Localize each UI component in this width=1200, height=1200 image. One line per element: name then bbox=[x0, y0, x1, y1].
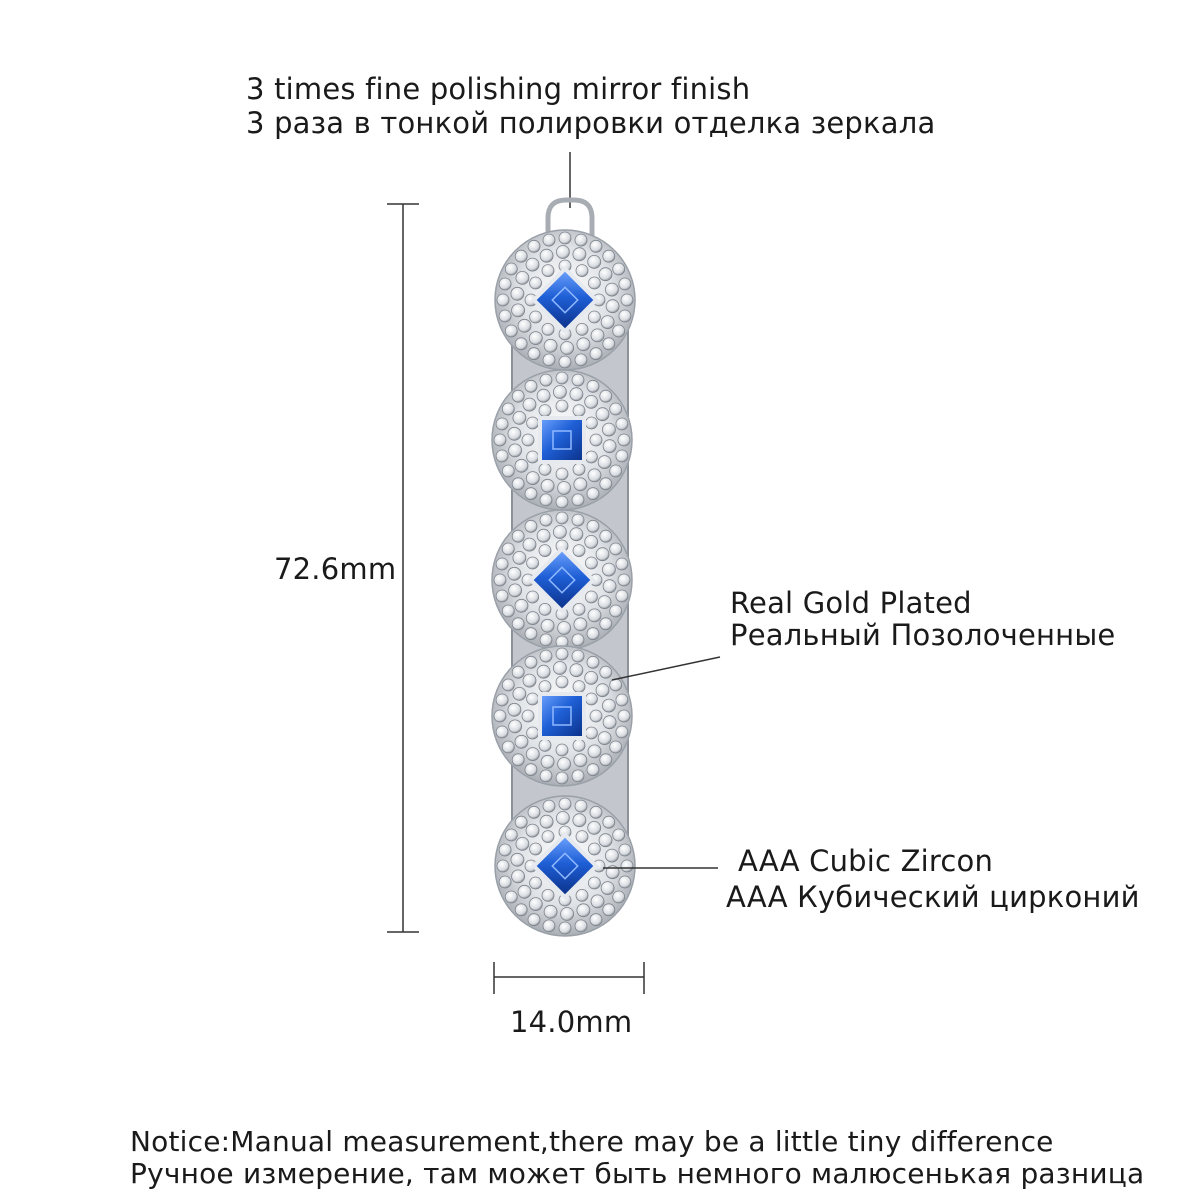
rosette bbox=[492, 510, 632, 650]
length-dimension-label: 72.6mm bbox=[274, 552, 397, 586]
polish-label-en: 3 times fine polishing mirror finish bbox=[246, 72, 751, 106]
notice-ru: Ручное измерение, там может быть немного малюсенькая разница bbox=[130, 1157, 1145, 1190]
stone-label-en: AAA Cubic Zircon bbox=[738, 844, 994, 878]
rosette bbox=[492, 646, 632, 786]
rosette bbox=[495, 230, 635, 370]
plating-label-en: Real Gold Plated bbox=[730, 586, 972, 620]
width-dimension-line bbox=[494, 962, 644, 994]
polish-label-ru: 3 раза в тонкой полировки отделка зеркала bbox=[246, 106, 936, 140]
stone-label-ru: AAA Кубический цирконий bbox=[726, 880, 1140, 914]
rosette bbox=[492, 370, 632, 510]
blue-gem-icon bbox=[540, 694, 584, 738]
width-dimension-label: 14.0mm bbox=[510, 1005, 633, 1039]
blue-gem-icon bbox=[540, 418, 584, 462]
notice-en: Notice:Manual measurement,there may be a little tiny difference bbox=[130, 1125, 1054, 1158]
rosette bbox=[495, 796, 635, 936]
plating-label-ru: Реальный Позолоченные bbox=[730, 618, 1116, 652]
